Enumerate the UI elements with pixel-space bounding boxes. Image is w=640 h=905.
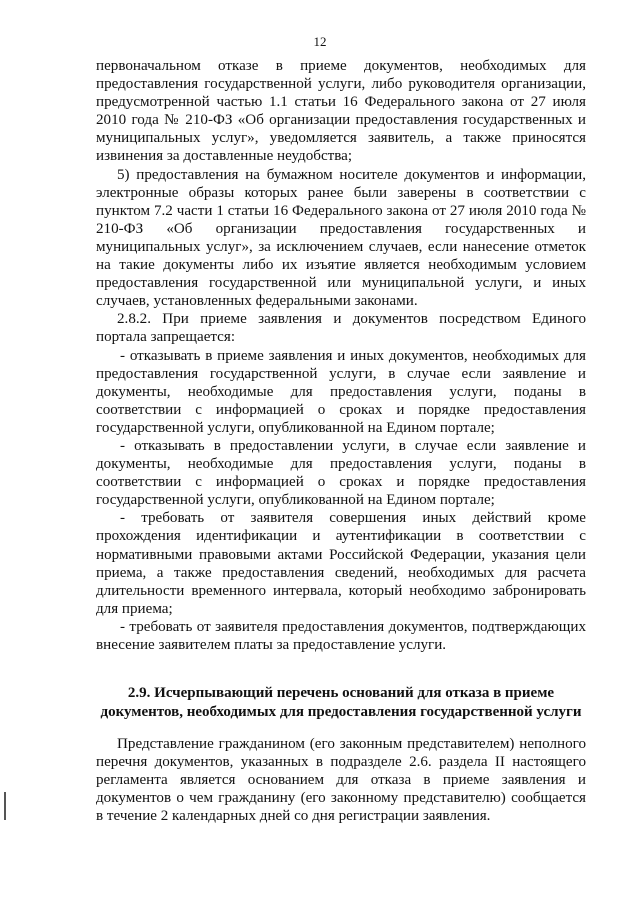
scan-edge-mark xyxy=(4,792,6,820)
page-number: 12 xyxy=(313,34,327,49)
prohibition-item-3: - требовать от заявителя совершения иных действий кроме прохождения идентификации и аутентификации в соответствии с нормативными правовыми актами Российской Федерации, указания цели приема, а также предоставления сведений, необходимых для расчета длительности временного интервала, который необходимо забронировать для приема; xyxy=(96,510,586,617)
prohibition-item-4: - требовать от заявителя предоставления документов, подтверждающих внесение заявителем платы за предоставление услуги. xyxy=(96,618,586,653)
section-heading-2-9: 2.9. Исчерпывающий перечень оснований для отказа в приеме документов, необходимых для предоставления государственной услуги xyxy=(100,685,582,720)
section-2-9-text: Представление гражданином (его законным представителем) неполного перечня документов, указанных в подразделе 2.6. раздела II настоящего регламента является основанием для отказа в приеме заявления и документов о чем гражданину (его законному представителю) сообщается в течение 2 календарных дней со дня регистрации заявления. xyxy=(96,736,586,825)
prohibition-item-2: - отказывать в предоставлении услуги, в случае если заявление и документы, необходимые для предоставления услуги, поданы в соответствии с информацией о сроках и порядке предоставления государственной услуги, опубликованной на Едином портале; xyxy=(96,437,586,509)
paragraph-continuation: первоначальном отказе в приеме документов, необходимых для предоставления государственной услуги, либо руководителя организации, предусмотренной частью 1.1 статьи 16 Федерального закона от 27 июля 2010 года № 210-ФЗ «Об организации предоставления государственных и муниципальных услуг», уведомляется заявитель, а также приносятся извинения за доставленные неудобства; xyxy=(96,58,586,165)
paragraph-item-5: 5) предоставления на бумажном носителе документов и информации, электронные образы которых ранее были заверены в соответствии с пунктом 7.2 части 1 статьи 16 Федерального закона от 27 июля 2010 года № 210-ФЗ «Об организации предоставления государственных и муниципальных услуг», за исключением случаев, если нанесение отметок на такие документы либо их изъятие является необходимым условием предоставления государственной или муниципальной услуги, и иных случаев, установленных федеральными законами. xyxy=(96,166,586,310)
paragraph-2-8-2: 2.8.2. При приеме заявления и документов посредством Единого портала запрещается: xyxy=(96,311,586,346)
prohibition-item-1: - отказывать в приеме заявления и иных документов, необходимых для предоставления государственной услуги, в случае если заявление и документы, необходимые для предоставления услуги, поданы в соответствии с информацией о сроках и порядке предоставления государственной услуги, опубликованной на Едином портале; xyxy=(96,347,586,436)
document-body xyxy=(96,57,586,826)
